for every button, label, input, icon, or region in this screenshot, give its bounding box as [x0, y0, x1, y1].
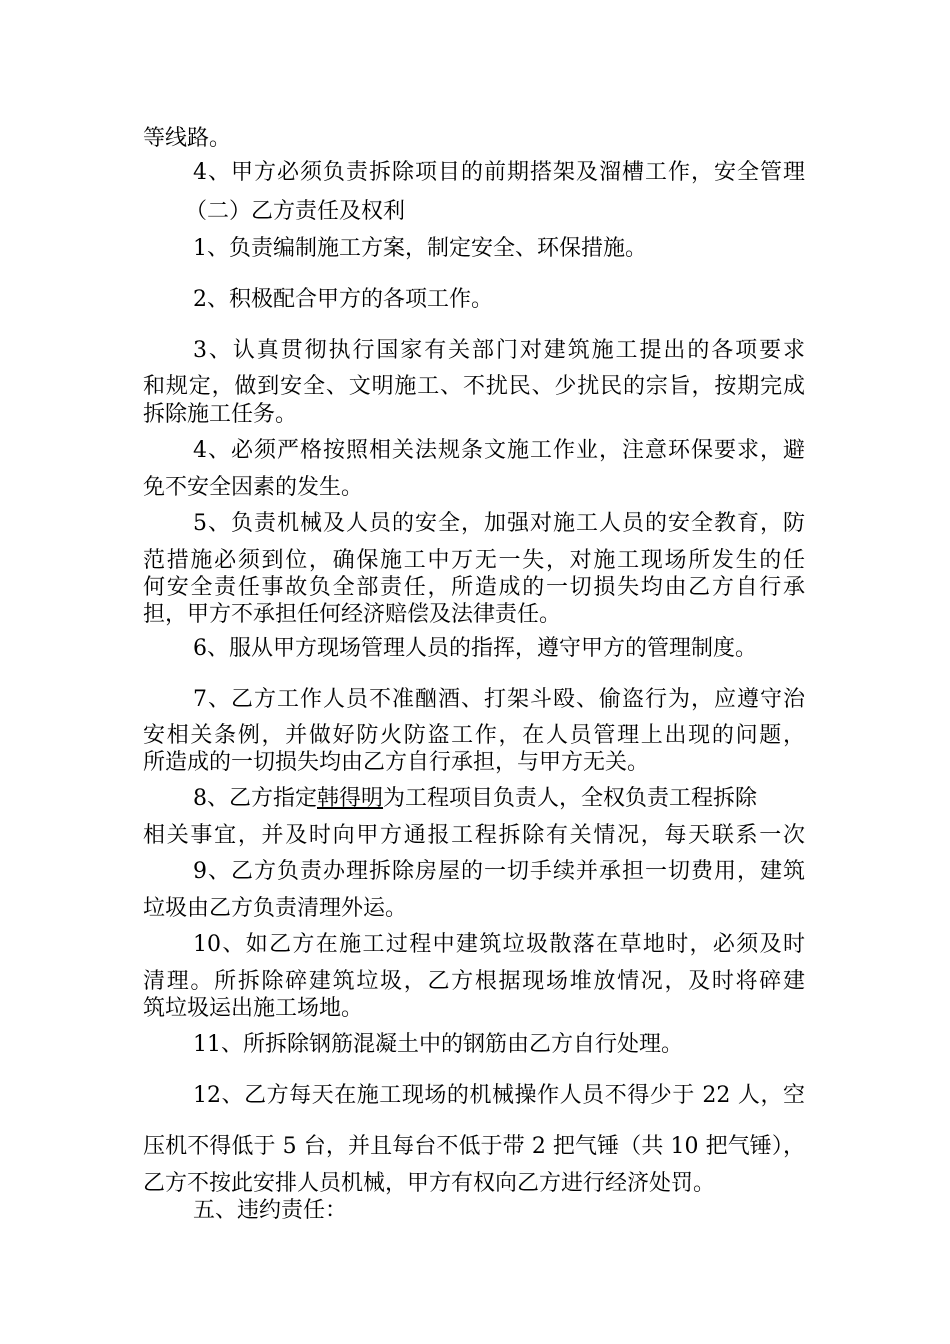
text-line: 所造成的一切损失均由乙方自行承担，与甲方无关。 [143, 750, 650, 775]
section-heading: （二）乙方责任及权利 [185, 199, 406, 224]
text-line: 安相关条例，并做好防火防盗工作，在人员管理上出现的问题， [143, 723, 805, 748]
text-line: 垃圾由乙方负责清理外运。 [143, 896, 408, 921]
text-line: 相关事宜，并及时向甲方通报工程拆除有关情况，每天联系一次 [143, 823, 805, 848]
text-line: 12、乙方每天在施工现场的机械操作人员不得少于 22 人，空 [193, 1083, 805, 1108]
text-line: 和规定，做到安全、文明施工、不扰民、少扰民的宗旨，按期完成 [143, 374, 805, 399]
text-line: 3、认真贯彻执行国家有关部门对建筑施工提出的各项要求 [193, 338, 805, 363]
project-leader-name: 韩得明 [317, 786, 384, 811]
text-line: 何安全责任事故负全部责任，所造成的一切损失均由乙方自行承 [143, 575, 805, 600]
text-line: 拆除施工任务。 [143, 402, 298, 427]
text-line: 11、所拆除钢筋混凝土中的钢筋由乙方自行处理。 [193, 1032, 683, 1057]
text-line: 担，甲方不承担任何经济赔偿及法律责任。 [143, 602, 562, 627]
text-line: 等线路。 [143, 126, 232, 151]
text-line-item-8 [193, 784, 805, 814]
text-line: 压机不得低于 5 台，并且每台不低于带 2 把气锤（共 10 把气锤）， [143, 1134, 805, 1159]
text-line: 4、必须严格按照相关法规条文施工作业，注意环保要求，避 [193, 438, 805, 463]
item8-prefix: 8、乙方指定 [193, 786, 317, 811]
text-line: 1、负责编制施工方案，制定安全、环保措施。 [193, 236, 647, 261]
text-line: 清理。所拆除碎建筑垃圾，乙方根据现场堆放情况，及时将碎建 [143, 969, 805, 994]
text-line: 免不安全因素的发生。 [143, 475, 364, 500]
text-line: 4、甲方必须负责拆除项目的前期搭架及溜槽工作，安全管理 [193, 160, 805, 185]
text-line: 9、乙方负责办理拆除房屋的一切手续并承担一切费用，建筑 [193, 859, 805, 884]
text-line: 6、服从甲方现场管理人员的指挥，遵守甲方的管理制度。 [193, 636, 757, 661]
section-heading: 五、违约责任： [193, 1198, 348, 1223]
text-line: 5、负责机械及人员的安全，加强对施工人员的安全教育，防 [193, 511, 805, 536]
text-line: 范措施必须到位，确保施工中万无一失，对施工现场所发生的任 [143, 548, 805, 573]
text-line: 筑垃圾运出施工场地。 [143, 996, 364, 1021]
item8-suffix: 为工程项目负责人，全权负责工程拆除 [383, 786, 758, 811]
text-line: 2、积极配合甲方的各项工作。 [193, 287, 493, 312]
text-line: 乙方不按此安排人员机械，甲方有权向乙方进行经济处罚。 [143, 1171, 716, 1196]
text-line: 7、乙方工作人员不准酗酒、打架斗殴、偷盗行为，应遵守治 [193, 687, 805, 712]
text-line: 10、如乙方在施工过程中建筑垃圾散落在草地时，必须及时 [193, 932, 805, 957]
